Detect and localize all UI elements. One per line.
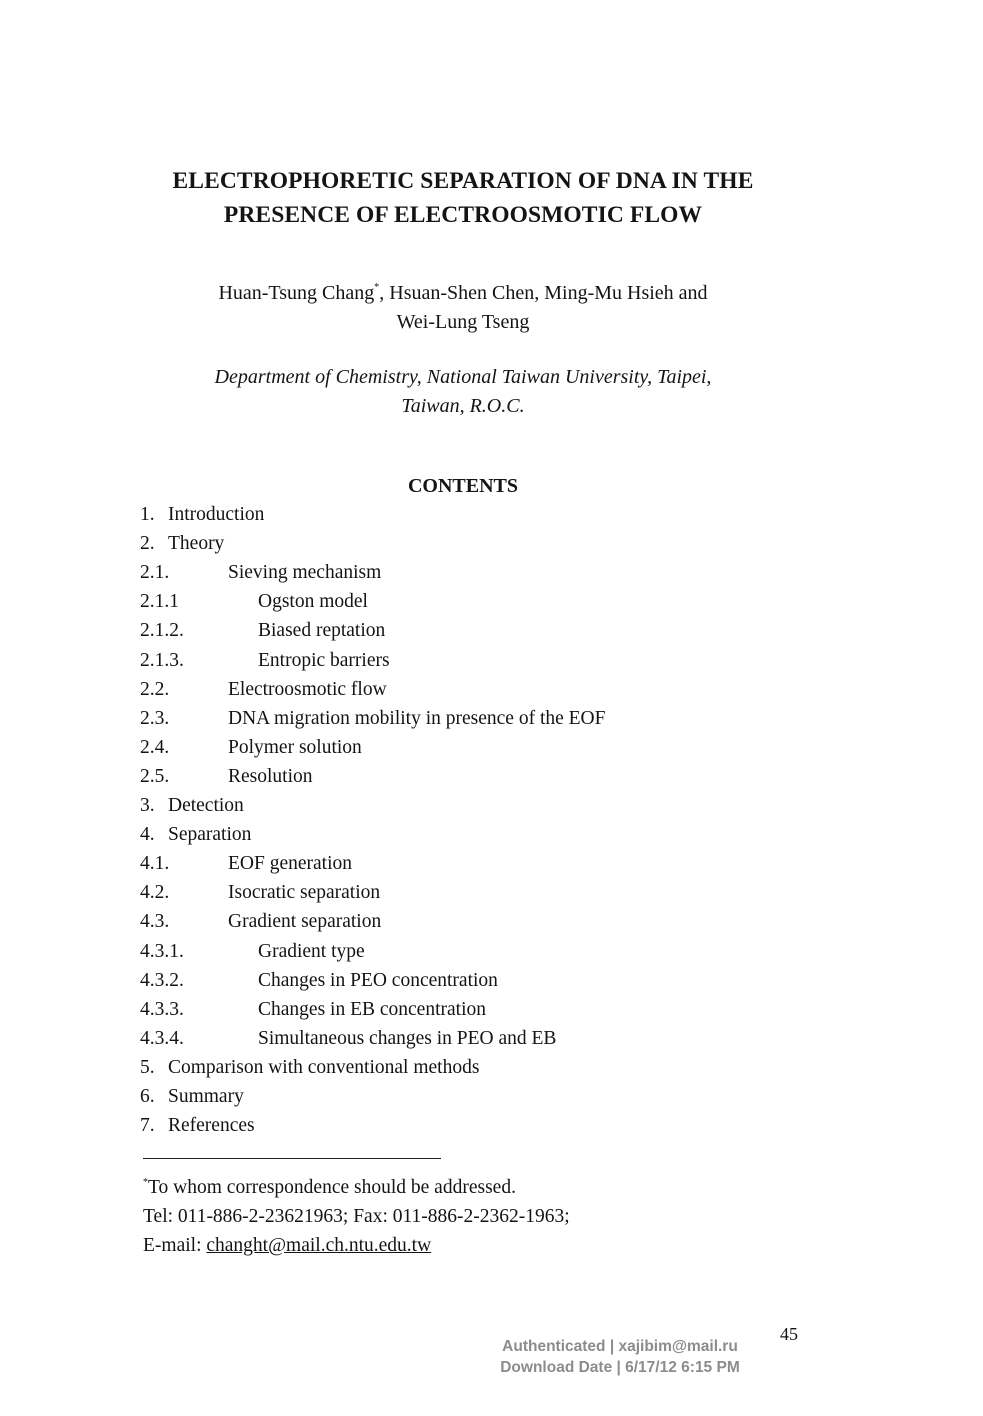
footnote-phone-fax: Tel: 011-886-2-23621963; Fax: 011-886-2-2362-1963;: [143, 1206, 570, 1227]
author-name-corresponding: Huan-Tsung Chang: [218, 282, 375, 304]
footnote-correspondence-text: To whom correspondence should be addressed.: [148, 1177, 516, 1198]
toc-item-label: Ogston model: [258, 591, 368, 612]
footnote-email-label: E-mail:: [143, 1235, 207, 1256]
toc-item-label: Electroosmotic flow: [228, 679, 387, 700]
toc-item-number: 4.3.1.: [140, 941, 184, 962]
toc-item-number: 2.3.: [140, 708, 170, 729]
watermark-authenticated: Authenticated | xajibim@mail.ru: [502, 1338, 738, 1355]
toc-item-label: EOF generation: [228, 853, 353, 874]
toc-item-label: Theory: [168, 533, 225, 554]
toc-item-label: DNA migration mobility in presence of the EOF: [228, 708, 606, 729]
toc-item-number: 4.3.: [140, 911, 170, 932]
paper-title-line-1: ELECTROPHORETIC SEPARATION OF DNA IN THE: [172, 168, 754, 194]
toc-item-number: 2.1.3.: [140, 650, 184, 671]
paper-title-line-2: PRESENCE OF ELECTROOSMOTIC FLOW: [223, 202, 703, 228]
watermark-download-date: Download Date | 6/17/12 6:15 PM: [500, 1359, 740, 1376]
toc-item-label: Gradient separation: [228, 911, 382, 932]
authors-line-1: [0, 282, 926, 305]
toc-item-number: 7.: [140, 1115, 155, 1136]
toc-item-number: 2.1.2.: [140, 620, 184, 641]
toc-item-label: Changes in EB concentration: [258, 999, 486, 1020]
toc-item-number: 6.: [140, 1086, 155, 1107]
affiliation-line-2: Taiwan, R.O.C.: [401, 395, 525, 417]
toc-item-label: Detection: [168, 795, 244, 816]
toc-item-number: 2.5.: [140, 766, 170, 787]
toc-item-label: Changes in PEO concentration: [258, 970, 498, 991]
toc-item-label: Summary: [168, 1086, 244, 1107]
toc-item-number: 4.1.: [140, 853, 170, 874]
page-number: 45: [780, 1324, 798, 1344]
toc-item-number: 3.: [140, 795, 155, 816]
toc-item-number: 2.: [140, 533, 155, 554]
toc-item-number: 4.3.2.: [140, 970, 184, 991]
corresponding-mark: *: [374, 282, 380, 293]
toc-item-number: 4.: [140, 824, 155, 845]
toc-item-label: Introduction: [168, 504, 265, 525]
toc-item-number: 2.1.: [140, 562, 170, 583]
toc-item-label: Resolution: [228, 766, 313, 787]
toc-item-label: Biased reptation: [258, 620, 386, 641]
toc-item-label: Polymer solution: [228, 737, 362, 758]
toc-item-label: References: [168, 1115, 255, 1136]
toc-item-number: 1.: [140, 504, 155, 525]
contents-heading: CONTENTS: [407, 475, 519, 497]
affiliation-line-1: Department of Chemistry, National Taiwan University, Taipei,: [214, 366, 712, 388]
toc-item-label: Comparison with conventional methods: [168, 1057, 480, 1078]
toc-item-label: Isocratic separation: [228, 882, 381, 903]
authors-line-2: Wei-Lung Tseng: [396, 311, 530, 333]
toc-item-label: Entropic barriers: [258, 650, 390, 671]
footnote-divider: [143, 1158, 441, 1159]
toc-item-label: Sieving mechanism: [228, 562, 382, 583]
toc-item-label: Gradient type: [258, 941, 365, 962]
toc-item-label: Separation: [168, 824, 252, 845]
footnote-mark: *: [143, 1177, 148, 1188]
toc-item-number: 4.3.4.: [140, 1028, 184, 1049]
footnote-email-line: [143, 1235, 431, 1257]
toc-item-number: 2.4.: [140, 737, 170, 758]
toc-item-number: 4.2.: [140, 882, 170, 903]
toc-item-number: 5.: [140, 1057, 155, 1078]
toc-item-number: 2.2.: [140, 679, 170, 700]
toc-item-label: Simultaneous changes in PEO and EB: [258, 1028, 557, 1049]
author-names-rest: , Hsuan-Shen Chen, Ming-Mu Hsieh and: [379, 282, 708, 304]
footnote-correspondence: [143, 1177, 516, 1199]
toc-item-number: 4.3.3.: [140, 999, 184, 1020]
toc-item-number: 2.1.1: [140, 591, 179, 612]
email-link[interactable]: changht@mail.ch.ntu.edu.tw: [206, 1235, 432, 1256]
